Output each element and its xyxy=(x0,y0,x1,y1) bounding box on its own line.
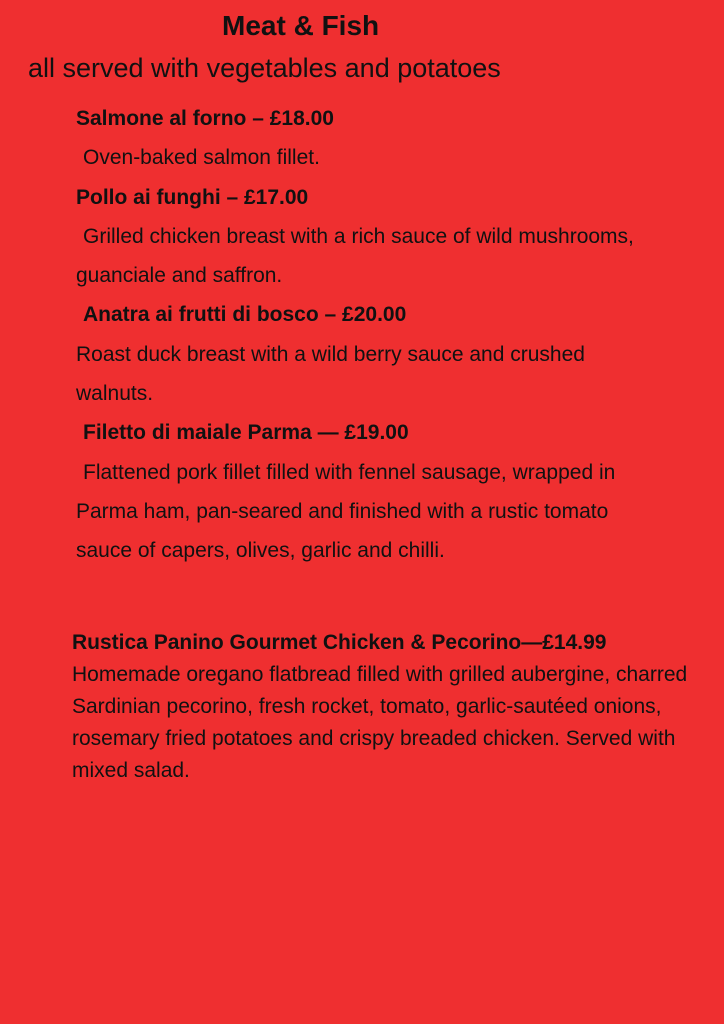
menu-item-description: Flattened pork fillet filled with fennel sausage, wrapped in Parma ham, pan-seared and finished with a rustic tomato sauce of capers, olives, garlic and chilli. xyxy=(76,460,616,563)
menu-item-description: Grilled chicken breast with a rich sauce of wild mushrooms, guanciale and saffron. xyxy=(76,224,634,288)
special-item-description: Homemade oregano flatbread filled with grilled aubergine, charred Sardinian pecorino, fresh rocket, tomato, garlic-sautéed onions, rosemary fried potatoes and crispy breaded chicken. Served with mixed salad. xyxy=(72,663,688,782)
menu-item-name: Salmone al forno – £18.00 xyxy=(76,107,334,130)
menu-item-name: Filetto di maiale Parma — £19.00 xyxy=(83,421,409,445)
menu-item-name: Pollo ai funghi – £17.00 xyxy=(76,185,309,209)
menu-item xyxy=(76,178,636,296)
special-item-name: Rustica Panino Gourmet Chicken & Pecorino—£14.99 xyxy=(72,631,607,654)
menu-item-description: Roast duck breast with a wild berry sauce and crushed walnuts. xyxy=(76,342,585,406)
menu-items xyxy=(76,99,636,571)
menu-item xyxy=(76,295,636,413)
special-item xyxy=(72,627,702,787)
section-title: Meat & Fish xyxy=(222,10,380,41)
menu-item xyxy=(76,413,636,570)
section-subtitle: all served with vegetables and potatoes xyxy=(28,53,501,83)
menu-item xyxy=(76,99,636,178)
menu-item-name: Anatra ai frutti di bosco – £20.00 xyxy=(83,303,407,327)
menu-item-description: Oven-baked salmon fillet. xyxy=(83,146,320,170)
